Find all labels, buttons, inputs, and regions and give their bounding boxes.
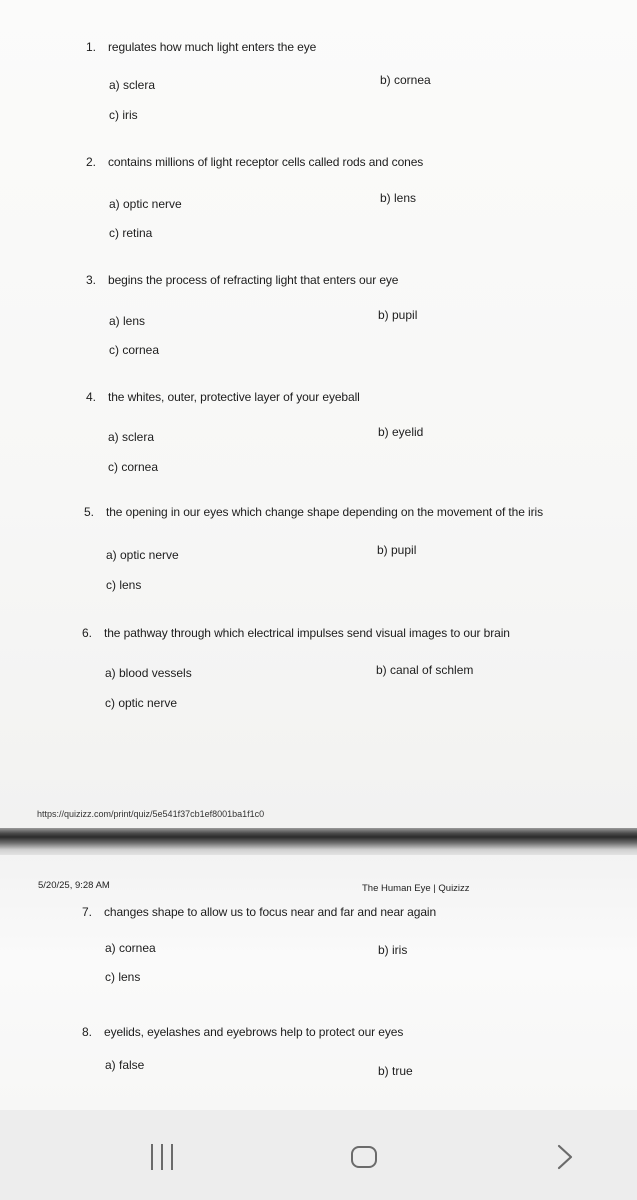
option-a: a) optic nerve [106, 548, 179, 562]
question-text: the opening in our eyes which change shape depending on the movement of the iris [106, 505, 543, 519]
home-icon[interactable] [351, 1146, 377, 1168]
chevron-right-icon[interactable] [556, 1143, 574, 1171]
question-number: 8. [82, 1025, 92, 1039]
option-b: b) pupil [377, 543, 417, 557]
option-a: a) sclera [109, 78, 156, 92]
print-url: https://quizizz.com/print/quiz/5e541f37cb1ef8001ba1f1c0 [37, 809, 265, 819]
page-fold-shadow [0, 828, 637, 858]
print-title: The Human Eye | Quizizz [362, 883, 470, 894]
question-3 [86, 273, 398, 287]
option-b: b) eyelid [378, 425, 424, 439]
question-number: 5. [84, 505, 94, 519]
print-datetime: 5/20/25, 9:28 AM [38, 880, 110, 891]
option-b: b) cornea [380, 73, 431, 87]
option-a: a) optic nerve [109, 197, 182, 211]
recents-icon[interactable] [151, 1144, 181, 1175]
option-c: c) lens [105, 970, 141, 984]
option-c: c) iris [109, 108, 138, 122]
option-c: c) lens [106, 578, 142, 592]
question-number: 3. [86, 273, 96, 287]
question-number: 2. [86, 155, 96, 169]
option-b: b) canal of schlem [376, 663, 474, 677]
question-4 [86, 390, 360, 404]
question-text: regulates how much light enters the eye [108, 40, 317, 54]
option-c: c) cornea [108, 460, 159, 474]
option-a: a) cornea [105, 941, 156, 955]
question-text: the whites, outer, protective layer of your eyeball [108, 390, 360, 404]
question-7 [82, 905, 436, 919]
option-b: b) lens [380, 191, 417, 205]
question-text: the pathway through which electrical impulses send visual images to our brain [104, 626, 510, 640]
question-number: 1. [86, 40, 96, 54]
option-a: a) lens [109, 314, 146, 328]
question-text: begins the process of refracting light that enters our eye [108, 273, 399, 287]
printed-page-2 [0, 855, 637, 1111]
option-a: a) blood vessels [105, 666, 192, 680]
question-6 [82, 626, 510, 640]
question-1 [86, 40, 316, 54]
option-a: a) false [105, 1058, 145, 1072]
option-b: b) pupil [378, 308, 418, 322]
question-text: contains millions of light receptor cells called rods and cones [108, 155, 424, 169]
question-text: eyelids, eyelashes and eyebrows help to protect our eyes [104, 1025, 404, 1039]
question-text: changes shape to allow us to focus near and far and near again [104, 905, 437, 919]
question-8 [82, 1025, 403, 1039]
question-2 [86, 155, 423, 169]
option-b: b) iris [378, 943, 408, 957]
option-c: c) cornea [109, 343, 160, 357]
question-number: 4. [86, 390, 96, 404]
option-b: b) true [378, 1064, 413, 1078]
question-number: 6. [82, 626, 92, 640]
question-number: 7. [82, 905, 92, 919]
option-c: c) retina [109, 226, 153, 240]
navigation-bar [0, 1110, 637, 1200]
question-5 [84, 505, 543, 519]
option-c: c) optic nerve [105, 696, 178, 710]
option-a: a) sclera [108, 430, 155, 444]
